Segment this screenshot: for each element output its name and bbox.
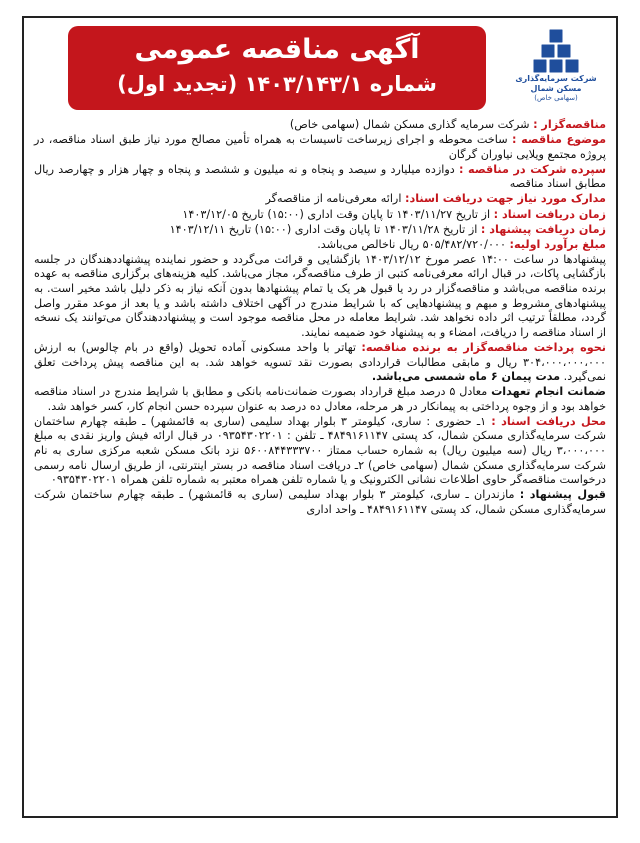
logo-company-line1: شرکت سرمایه‌گذاری <box>515 74 597 83</box>
offer-time-label: زمان دریافت پیشنهاد : <box>480 222 606 236</box>
documents-label: مدارک مورد نیاز جهت دریافت اسناد: <box>405 192 606 206</box>
tender-notice <box>22 16 618 818</box>
documents-section <box>34 192 606 207</box>
guarantee-label: ضمانت انجام تعهدات <box>491 385 606 399</box>
doc-place-text: ۱ـ حضوری : ساری، کیلومتر ۳ بلوار بهداد سلیمی (ساری به قائمشهر) ـ طبقه چهارم ساختمان شرکت سرمایه‌گذاری مسکن شمال، کد پستی ۴۸۴۹۱۶۱۱۴۷ ـ تلفن : ۰۹۳۵۴۳۰۲۲۰۱ در قبال ارائه فیش واریز نقدی به مبلغ ۳،۰۰۰،۰۰۰ ریال (سه میلیون ریال) به شماره حساب ممتاز ۵۶۰۰۸۴۴۳۳۳۷۰۰ نزد بانک مسکن شعبه مرکزی ساری به نام شرکت سرمایه‌گذاری مسکن شمال (سهامی خاص) ۲ـ دریافت اسناد مناقصه در بستر اینترنتی، از طریق ارسال نامه رسمی درخواست مناقصه‌گر حاوی اطلاعات نشانی الکترونیک و یا شماره تلفن همراه معتبر به شماره تلفن همراه ۰۹۳۵۴۳۰۲۲۰۱ <box>34 414 607 487</box>
offer-place-section <box>34 488 606 517</box>
offer-time-section <box>34 223 606 238</box>
notice-header <box>24 18 616 118</box>
payment-section <box>34 341 606 385</box>
title-banner <box>68 26 486 110</box>
notice-number: شماره ۱۴۰۳/۱۴۳/۱ (تجدید اول) <box>117 72 437 96</box>
guarantee-text: معادل ۵ درصد مبلغ قرارداد بصورت ضمانت‌نامه بانکی و مطابق با شرایط مندرج در اسناد مناقصه خواهد بود و از وجوه پرداختی به پیمانکار در هر مرحله، معادل ده درصد به عنوان سپرده حسن انجام کار، کسر خواهد شد. <box>34 385 606 413</box>
payment-label: نحوه پرداخت مناقصه‌گزار به برنده مناقصه: <box>361 340 606 354</box>
logo-company-line2: مسکن شمال <box>530 84 582 93</box>
company-logo <box>506 28 606 114</box>
offer-time-text: از تاریخ ۱۴۰۳/۱۱/۲۸ تا پایان وقت اداری (۱۵:۰۰) تاریخ ۱۴۰۳/۱۲/۱۱ <box>169 222 478 236</box>
notice-body <box>24 118 616 518</box>
subject-label: موضوع مناقصه : <box>511 133 607 147</box>
notice-title: آگهی مناقصه عمومی <box>134 34 420 65</box>
offer-place-text: مازندران ـ ساری، کیلومتر ۳ بلوار بهداد سلیمی (ساری به قائمشهر) ـ طبقه چهارم ساختمان شرکت سرمایه‌گذاری مسکن شمال، کد پستی ۴۸۴۹۱۶۱۱۴۷ ـ واحد اداری <box>34 488 606 516</box>
doc-time-text: از تاریخ ۱۴۰۳/۱۱/۲۷ تا پایان وقت اداری (۱۵:۰۰) تاریخ ۱۴۰۳/۱۲/۰۵ <box>182 207 491 221</box>
doc-place-section <box>34 415 606 488</box>
bond-label: سپرده شرکت در مناقصه : <box>459 162 606 176</box>
doc-place-label: محل دریافت اسناد : <box>491 414 606 428</box>
subject-section <box>34 133 606 162</box>
guarantee-section <box>34 385 606 414</box>
organizer-section <box>34 118 606 133</box>
payment-text: تهاتر با واحد مسکونی آماده تحویل (واقع در بام چالوس) به ارزش ۳۰۴،۰۰۰،۰۰۰،۰۰۰ ریال و مابقی مطالبات قراردادی بصورت نقد تسویه خواهد شد. به این مناقصه پیش پرداخت تعلق نمی‌گیرد. <box>34 340 606 384</box>
doc-time-section <box>34 208 606 223</box>
offer-place-label: قبول پیشنهاد : <box>519 488 606 502</box>
estimate-label: مبلغ برآورد اولیه: <box>509 237 606 251</box>
cubes-logo-icon <box>533 28 579 74</box>
doc-time-label: زمان دریافت اسناد : <box>493 207 606 221</box>
opening-section <box>34 253 606 341</box>
bond-section <box>34 163 606 192</box>
documents-text: ارائه معرفی‌نامه از مناقصه‌گر <box>265 192 402 206</box>
estimate-text: ۵۰۵/۴۸۲/۷۲۰/۰۰۰ ریال ناخالص می‌باشد. <box>317 237 506 251</box>
contract-duration: مدت پیمان ۶ ماه شمسی می‌باشد. <box>371 370 561 384</box>
subject-text: ساخت محوطه و اجرای زیرساخت تاسیسات به همراه تأمین مصالح مورد نیاز طبق اسناد مناقصه، در پروژه مجتمع ویلایی نیاوران گرگان <box>34 133 606 161</box>
organizer-label: مناقصه‌گزار : <box>533 118 606 131</box>
bond-text: دوازده میلیارد و سیصد و پنجاه و نه میلیون و ششصد و پنجاه و چهار هزار و چهارصد ریال مطابق اسناد مناقصه <box>34 162 606 191</box>
estimate-section <box>34 238 606 253</box>
opening-text: پیشنهادها در ساعت ۱۴:۰۰ عصر مورخ ۱۴۰۳/۱۲/۱۲ بازگشایی و قرائت می‌گردد و حضور نماینده پیشنهاددهندگان در جلسه بازگشایی پاکات، در قبال ارائه معرفی‌نامه کتبی از طرف مناقصه‌گر، مجاز می‌باشد. کلیه هزینه‌های برگزاری مناقصه به عهده برنده مناقصه می‌باشد و مناقصه‌گزار در رد یا قبول هر یک یا تمام پیشنهادها بدون آنکه نیاز به ذکر دلیل باشد مخیر است. به پیشنهادهای مشروط و مبهم و پیشنهادهایی که با شرایط مندرج در آگهی اختلاف داشته باشد و یا بعد از موعد مقرر واصل گردد، مطلقاً ترتیب اثر داده نخواهد شد. شرایط معامله در محل مناقصه موجود است و پیشنهاددهندگان می‌توانند یک نسخه از اسناد مناقصه را دریافت، امضاء و به پیشنهاد خود ضمیمه نمایند. <box>34 252 606 339</box>
organizer-text: شرکت سرمایه گذاری مسکن شمال (سهامی خاص) <box>289 118 530 131</box>
logo-company-type: (سهامی خاص) <box>534 94 578 102</box>
